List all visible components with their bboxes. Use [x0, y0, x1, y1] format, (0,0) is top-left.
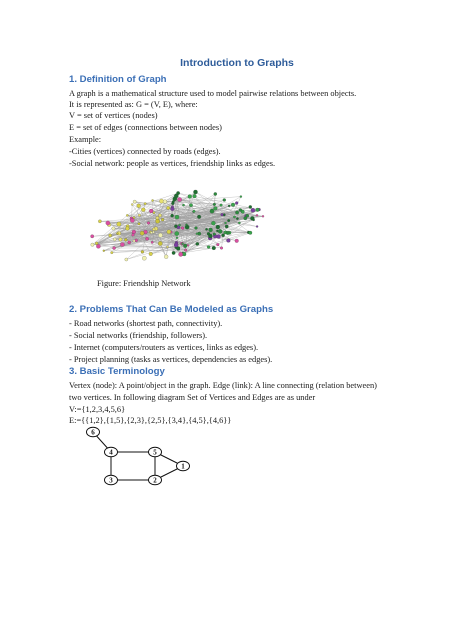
network-node: [256, 208, 260, 212]
network-node: [249, 205, 252, 208]
section-heading-definition: 1. Definition of Graph: [69, 74, 167, 85]
network-node: [91, 243, 94, 246]
network-node: [183, 244, 187, 248]
network-node: [167, 230, 171, 234]
network-node: [262, 215, 264, 217]
network-node: [138, 214, 141, 217]
network-node: [128, 241, 131, 244]
node-label-4: 4: [109, 448, 113, 457]
network-node: [152, 231, 154, 233]
page-title: Introduction to Graphs: [180, 57, 294, 69]
network-node: [91, 235, 94, 238]
network-node: [231, 203, 235, 207]
network-node: [184, 249, 187, 252]
edge-set-line: E:={{1,2},{1,5},{2,3},{2,5},{3,4},{4,5},{4,6}}: [69, 416, 232, 425]
network-node: [175, 215, 179, 219]
network-node: [216, 243, 219, 246]
section-heading-problems: 2. Problems That Can Be Modeled as Graphs: [69, 304, 274, 315]
network-node: [98, 220, 101, 223]
section-heading-terminology: 3. Basic Terminology: [69, 366, 165, 377]
network-node: [113, 238, 116, 241]
text-line: V = set of vertices (nodes): [69, 111, 158, 120]
network-node: [106, 221, 110, 225]
network-node: [171, 206, 173, 208]
network-node: [141, 208, 145, 212]
network-node: [223, 198, 226, 201]
node-label-5: 5: [153, 448, 157, 457]
network-node: [172, 200, 175, 203]
text-line: - Road networks (shortest path, connectivity).: [69, 319, 223, 328]
network-node: [149, 209, 153, 213]
network-node: [112, 227, 115, 230]
network-node: [239, 208, 242, 211]
network-node: [256, 225, 258, 227]
text-line: A graph is a mathematical structure used to model pairwise relations between objects.: [69, 89, 357, 98]
network-node: [166, 206, 169, 209]
network-node: [96, 244, 100, 248]
network-node: [181, 227, 184, 230]
network-node: [158, 233, 162, 237]
network-node: [196, 242, 199, 245]
graph-diagram: [86, 424, 206, 496]
network-node: [126, 214, 128, 216]
network-node: [116, 232, 118, 234]
network-node: [205, 228, 207, 230]
network-node: [193, 194, 197, 198]
network-node: [132, 233, 135, 236]
text-line: E = set of edges (connections between nodes): [69, 123, 222, 132]
network-node: [226, 231, 230, 235]
network-node: [174, 225, 177, 228]
node-label-2: 2: [153, 476, 157, 485]
network-node: [125, 258, 128, 261]
network-node: [181, 243, 183, 245]
network-node: [233, 216, 236, 219]
network-node: [109, 234, 112, 237]
network-node: [151, 241, 153, 243]
figure-caption: Figure: Friendship Network: [97, 279, 191, 288]
network-node: [117, 222, 121, 226]
network-node: [120, 242, 124, 246]
network-node: [124, 238, 127, 241]
network-node: [212, 246, 216, 250]
network-node: [235, 211, 239, 215]
text-line: two vertices. In following diagram Set of Vertices and Edges are as under: [69, 393, 316, 402]
network-node: [220, 204, 223, 207]
network-node: [207, 245, 210, 248]
network-node: [130, 218, 134, 222]
network-node: [119, 238, 123, 242]
network-node: [244, 217, 247, 220]
network-node: [236, 217, 238, 219]
network-node: [141, 250, 144, 253]
network-node: [228, 205, 230, 207]
network-node: [214, 192, 217, 195]
network-node: [150, 231, 152, 233]
text-line: -Social network: people as vertices, friendship links as edges.: [69, 159, 276, 168]
network-node: [185, 224, 187, 226]
network-node: [213, 203, 216, 206]
network-node: [172, 251, 175, 254]
network-node: [218, 229, 222, 233]
network-node: [256, 214, 258, 216]
network-node: [153, 212, 155, 214]
network-node: [176, 191, 179, 194]
network-node: [171, 214, 174, 217]
network-node: [178, 198, 182, 202]
vertex-set-line: V:={1,2,3,4,5,6}: [69, 405, 126, 414]
network-node: [189, 203, 192, 206]
network-node: [179, 252, 183, 256]
network-edge: [98, 246, 167, 247]
text-line: Vertex (node): A point/object in the graph. Edge (link): A line connecting (relation between): [69, 381, 377, 390]
node-label-1: 1: [181, 462, 185, 471]
network-node: [161, 218, 164, 221]
text-line: It is represented as: G = (V, E), where:: [69, 100, 198, 109]
network-node: [158, 214, 161, 217]
network-node: [132, 230, 136, 234]
network-node: [95, 242, 98, 245]
network-node: [131, 203, 133, 205]
network-node: [176, 237, 178, 239]
network-node: [133, 200, 136, 203]
text-line: - Social networks (friendship, followers).: [69, 331, 208, 340]
network-node: [251, 208, 255, 212]
text-line: Example:: [69, 135, 102, 144]
network-node: [178, 224, 180, 226]
text-line: - Project planning (tasks as vertices, dependencies as edges).: [69, 355, 273, 364]
network-node: [235, 239, 239, 243]
node-label-3: 3: [109, 476, 113, 485]
network-node: [133, 240, 135, 242]
network-node: [208, 234, 212, 238]
network-node: [144, 202, 146, 204]
network-node: [113, 247, 116, 250]
network-node: [209, 228, 213, 232]
network-node: [252, 219, 254, 221]
network-node: [155, 219, 159, 223]
network-node: [147, 222, 150, 225]
network-node: [166, 246, 168, 248]
network-node: [140, 231, 144, 235]
network-node: [221, 213, 224, 216]
network-node: [152, 199, 154, 201]
network-node: [221, 234, 224, 237]
network-node: [235, 202, 238, 205]
network-node: [214, 207, 218, 211]
network-node: [227, 219, 230, 222]
network-node: [137, 204, 141, 208]
network-node: [133, 216, 135, 218]
network-node: [182, 204, 184, 206]
network-node: [164, 255, 168, 259]
network-node: [216, 225, 220, 229]
network-node: [225, 225, 228, 228]
network-node: [159, 199, 163, 203]
network-node: [174, 243, 178, 247]
network-node: [226, 239, 230, 243]
network-node: [249, 231, 253, 235]
network-node: [152, 228, 155, 231]
network-node: [103, 250, 105, 252]
network-node: [145, 237, 148, 240]
network-node: [195, 227, 198, 230]
network-node: [163, 200, 167, 204]
network-node: [197, 215, 201, 219]
friendship-network-image: [76, 180, 276, 270]
network-node: [158, 241, 162, 245]
network-node: [175, 231, 179, 235]
network-node: [187, 244, 189, 246]
text-line: -Cities (vertices) connected by roads (edges).: [69, 147, 221, 156]
network-node: [213, 233, 216, 236]
network-node: [149, 252, 153, 256]
network-node: [217, 235, 221, 239]
network-node: [238, 222, 240, 224]
network-node: [211, 221, 215, 225]
network-node: [193, 210, 196, 213]
network-node: [125, 227, 129, 231]
network-node: [240, 196, 242, 198]
network-node: [188, 195, 192, 199]
network-node: [196, 233, 198, 235]
network-node: [142, 256, 146, 260]
network-node: [198, 232, 201, 235]
network-node: [138, 223, 141, 226]
network-node: [210, 209, 214, 213]
network-node: [111, 251, 114, 254]
node-label-6: 6: [91, 428, 95, 437]
text-line: - Internet (computers/routers as vertices, links as edges).: [69, 343, 259, 352]
network-node: [224, 222, 226, 224]
network-node: [193, 190, 197, 194]
network-node: [220, 247, 223, 250]
